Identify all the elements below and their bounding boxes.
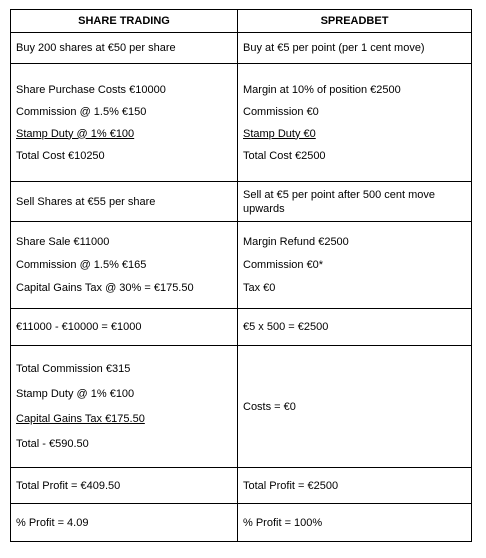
header-row [11, 10, 472, 33]
cell-spreadbet-percent-profit [238, 504, 472, 542]
cell-spreadbet-total-profit [238, 468, 472, 504]
cell-text: Buy 200 shares at €50 per share [16, 42, 176, 54]
table-row [11, 33, 472, 64]
cell-text: Total Commission €315 [16, 363, 131, 375]
cell-share-difference [11, 309, 238, 346]
cell-text: Commission €0 [243, 105, 319, 118]
cell-text: Total - €590.50 [16, 438, 89, 450]
cell-text: Capital Gains Tax @ 30% = €175.50 [16, 282, 194, 294]
comparison-table [10, 9, 472, 542]
cell-share-costs [11, 64, 238, 182]
cell-spreadbet-total-costs [238, 346, 472, 468]
cell-text: Total Profit = €2500 [243, 479, 339, 492]
cell-text: Capital Gains Tax €175.50 [16, 413, 145, 425]
table-row [11, 64, 472, 182]
cell-text: Stamp Duty €0 [243, 127, 316, 140]
cell-spreadbet-sell [238, 182, 472, 222]
cell-text: Tax €0 [243, 282, 276, 294]
cell-spreadbet-costs [238, 64, 472, 182]
cell-share-total-profit [11, 468, 238, 504]
cell-text: Margin Refund €2500 [243, 236, 349, 248]
cell-text: Commission @ 1.5% €150 [16, 105, 147, 118]
cell-text: Sell Shares at €55 per share [16, 195, 156, 208]
cell-text: Costs = €0 [243, 400, 296, 413]
cell-text: Stamp Duty @ 1% €100 [16, 127, 135, 140]
cell-text: Buy at €5 per point (per 1 cent move) [243, 42, 425, 54]
cell-spreadbet-buy [238, 33, 472, 64]
table-row [11, 182, 472, 222]
cell-share-sell [11, 182, 238, 222]
cell-text: Sell at €5 per point after 500 cent move upwards [243, 188, 436, 215]
table-row [11, 309, 472, 346]
cell-text: Total Cost €10250 [16, 149, 105, 162]
table-row [11, 346, 472, 468]
cell-spreadbet-difference [238, 309, 472, 346]
cell-text: % Profit = 4.09 [16, 516, 89, 529]
cell-text: Commission €0* [243, 259, 324, 271]
cell-text: €11000 - €10000 = €1000 [16, 321, 142, 333]
table-row [11, 468, 472, 504]
cell-text: Share Sale €11000 [16, 236, 110, 248]
cell-text: Total Cost €2500 [243, 149, 326, 162]
cell-share-total-costs [11, 346, 238, 468]
cell-text: Margin at 10% of position €2500 [243, 83, 401, 96]
cell-text: % Profit = 100% [243, 516, 323, 529]
cell-share-buy [11, 33, 238, 64]
cell-text: Stamp Duty @ 1% €100 [16, 388, 135, 400]
cell-share-sale [11, 222, 238, 309]
cell-text: Commission @ 1.5% €165 [16, 259, 147, 271]
cell-text: €5 x 500 = €2500 [243, 321, 329, 333]
cell-spreadbet-sale [238, 222, 472, 309]
cell-text: Share Purchase Costs €10000 [16, 83, 166, 96]
cell-text: Total Profit = €409.50 [16, 479, 121, 492]
header-share-trading: SHARE TRADING [11, 10, 238, 33]
cell-share-percent-profit [11, 504, 238, 542]
table-row [11, 504, 472, 542]
table-row [11, 222, 472, 309]
header-spreadbet: SPREADBET [238, 10, 472, 33]
